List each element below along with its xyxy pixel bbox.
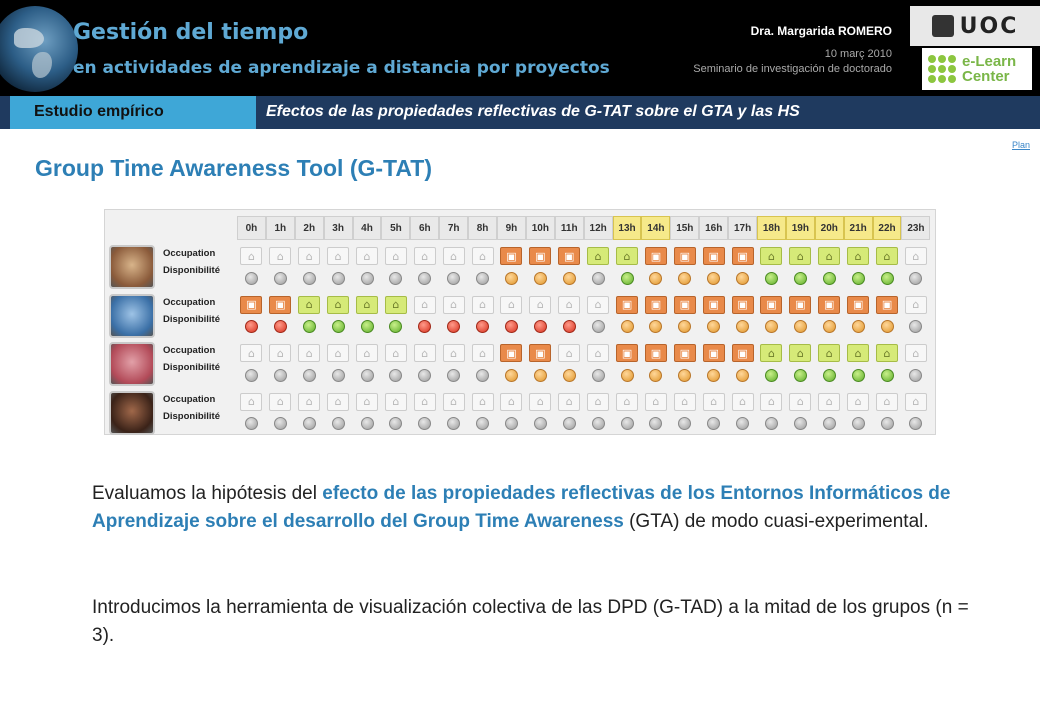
availability-orange-dot-icon[interactable] bbox=[534, 272, 547, 285]
availability-green-dot-icon[interactable] bbox=[765, 272, 778, 285]
empty-slot-icon[interactable]: ⌂ bbox=[876, 393, 898, 411]
empty-slot-icon[interactable]: ⌂ bbox=[443, 393, 465, 411]
availability-cells bbox=[237, 316, 930, 338]
study-cap-icon[interactable]: ⌂ bbox=[356, 296, 378, 314]
availability-label: Disponibilité bbox=[163, 265, 220, 276]
availability-gray-dot-icon[interactable] bbox=[332, 272, 345, 285]
empty-slot-icon[interactable]: ⌂ bbox=[240, 344, 262, 362]
busy-briefcase-icon[interactable]: ▣ bbox=[760, 296, 782, 314]
globe-logo-icon bbox=[0, 6, 78, 92]
busy-briefcase-icon[interactable]: ▣ bbox=[732, 344, 754, 362]
availability-gray-dot-icon[interactable] bbox=[476, 272, 489, 285]
empty-slot-icon[interactable]: ⌂ bbox=[240, 247, 262, 265]
occupation-label: Occupation bbox=[163, 248, 216, 259]
emphasis-text: efecto de las propiedades reflectivas de los Entornos Informáticos de Aprendizaje sobre el desarrollo del Group Time Awareness bbox=[92, 483, 951, 532]
occupation-cells bbox=[237, 342, 930, 364]
hour-label: 19h bbox=[786, 216, 815, 240]
avatar bbox=[109, 294, 155, 338]
study-cap-icon[interactable]: ⌂ bbox=[760, 344, 782, 362]
hour-label: 13h bbox=[613, 216, 642, 240]
uoc-mark-icon bbox=[932, 15, 954, 37]
availability-gray-dot-icon[interactable] bbox=[303, 417, 316, 430]
busy-briefcase-icon[interactable]: ▣ bbox=[558, 247, 580, 265]
empty-slot-icon[interactable]: ⌂ bbox=[414, 247, 436, 265]
availability-gray-dot-icon[interactable] bbox=[736, 417, 749, 430]
empty-slot-icon[interactable]: ⌂ bbox=[587, 344, 609, 362]
availability-gray-dot-icon[interactable] bbox=[794, 417, 807, 430]
availability-gray-dot-icon[interactable] bbox=[274, 417, 287, 430]
availability-label: Disponibilité bbox=[163, 410, 220, 422]
availability-orange-dot-icon[interactable] bbox=[649, 272, 662, 285]
busy-briefcase-icon[interactable]: ▣ bbox=[703, 344, 725, 362]
availability-gray-dot-icon[interactable] bbox=[303, 272, 316, 285]
hour-label: 7h bbox=[439, 216, 468, 240]
availability-gray-dot-icon[interactable] bbox=[678, 417, 691, 430]
section-label: Estudio empírico bbox=[10, 96, 256, 129]
hour-label: 4h bbox=[353, 216, 382, 240]
availability-red-dot-icon[interactable] bbox=[245, 320, 258, 333]
availability-gray-dot-icon[interactable] bbox=[592, 369, 605, 382]
empty-slot-icon[interactable]: ⌂ bbox=[443, 296, 465, 314]
availability-gray-dot-icon[interactable] bbox=[361, 417, 374, 430]
availability-cells bbox=[237, 413, 930, 435]
availability-gray-dot-icon[interactable] bbox=[245, 417, 258, 430]
availability-gray-dot-icon[interactable] bbox=[707, 417, 720, 430]
hour-label: 5h bbox=[381, 216, 410, 240]
availability-gray-dot-icon[interactable] bbox=[881, 417, 894, 430]
empty-slot-icon[interactable]: ⌂ bbox=[269, 344, 291, 362]
empty-slot-icon[interactable]: ⌂ bbox=[732, 393, 754, 411]
empty-slot-icon[interactable]: ⌂ bbox=[414, 344, 436, 362]
empty-slot-icon[interactable]: ⌂ bbox=[818, 393, 840, 411]
empty-slot-icon[interactable]: ⌂ bbox=[703, 393, 725, 411]
empty-slot-icon[interactable]: ⌂ bbox=[558, 344, 580, 362]
availability-orange-dot-icon[interactable] bbox=[678, 320, 691, 333]
user-row bbox=[107, 292, 933, 340]
study-cap-icon[interactable]: ⌂ bbox=[818, 344, 840, 362]
availability-gray-dot-icon[interactable] bbox=[332, 369, 345, 382]
availability-green-dot-icon[interactable] bbox=[881, 272, 894, 285]
availability-gray-dot-icon[interactable] bbox=[274, 369, 287, 382]
busy-briefcase-icon[interactable]: ▣ bbox=[674, 344, 696, 362]
presentation-title: Gestión del tiempo bbox=[73, 20, 309, 45]
hour-label: 23h bbox=[901, 216, 930, 240]
availability-gray-dot-icon[interactable] bbox=[476, 417, 489, 430]
availability-gray-dot-icon[interactable] bbox=[765, 417, 778, 430]
empty-slot-icon[interactable]: ⌂ bbox=[385, 393, 407, 411]
availability-green-dot-icon[interactable] bbox=[823, 369, 836, 382]
occupation-label: Occupation bbox=[163, 296, 216, 308]
uoc-logo: UOC bbox=[910, 6, 1040, 46]
availability-gray-dot-icon[interactable] bbox=[303, 369, 316, 382]
empty-slot-icon[interactable]: ⌂ bbox=[327, 247, 349, 265]
availability-gray-dot-icon[interactable] bbox=[852, 417, 865, 430]
elearn-dots-icon bbox=[928, 55, 956, 83]
occupation-label: Occupation bbox=[163, 345, 216, 356]
study-cap-icon[interactable]: ⌂ bbox=[847, 247, 869, 265]
availability-gray-dot-icon[interactable] bbox=[361, 369, 374, 382]
hour-label: 6h bbox=[410, 216, 439, 240]
availability-gray-dot-icon[interactable] bbox=[909, 320, 922, 333]
empty-slot-icon[interactable]: ⌂ bbox=[298, 393, 320, 411]
empty-slot-icon[interactable]: ⌂ bbox=[905, 296, 927, 314]
avatar bbox=[109, 342, 155, 386]
hour-label: 9h bbox=[497, 216, 526, 240]
availability-green-dot-icon[interactable] bbox=[303, 320, 316, 333]
availability-gray-dot-icon[interactable] bbox=[245, 369, 258, 382]
empty-slot-icon[interactable]: ⌂ bbox=[558, 393, 580, 411]
availability-green-dot-icon[interactable] bbox=[794, 369, 807, 382]
empty-slot-icon[interactable]: ⌂ bbox=[414, 296, 436, 314]
availability-red-dot-icon[interactable] bbox=[418, 320, 431, 333]
hour-label: 17h bbox=[728, 216, 757, 240]
empty-slot-icon[interactable]: ⌂ bbox=[414, 393, 436, 411]
availability-orange-dot-icon[interactable] bbox=[736, 320, 749, 333]
availability-green-dot-icon[interactable] bbox=[794, 272, 807, 285]
empty-slot-icon[interactable]: ⌂ bbox=[905, 344, 927, 362]
availability-orange-dot-icon[interactable] bbox=[678, 272, 691, 285]
gtat-grid-screenshot bbox=[104, 209, 936, 435]
hour-label: 10h bbox=[526, 216, 555, 240]
busy-briefcase-icon[interactable]: ▣ bbox=[645, 296, 667, 314]
occupation-cells bbox=[237, 391, 930, 413]
empty-slot-icon[interactable]: ⌂ bbox=[269, 247, 291, 265]
availability-orange-dot-icon[interactable] bbox=[823, 320, 836, 333]
availability-orange-dot-icon[interactable] bbox=[794, 320, 807, 333]
empty-slot-icon[interactable]: ⌂ bbox=[385, 247, 407, 265]
availability-gray-dot-icon[interactable] bbox=[447, 272, 460, 285]
presentation-date: 10 març 2010 bbox=[824, 48, 892, 60]
author-name: Dra. Margarida ROMERO bbox=[750, 24, 892, 38]
hour-label: 15h bbox=[670, 216, 699, 240]
hour-label: 8h bbox=[468, 216, 497, 240]
occupation-label: Occupation bbox=[163, 393, 216, 405]
availability-gray-dot-icon[interactable] bbox=[332, 417, 345, 430]
header bbox=[0, 0, 1040, 96]
empty-slot-icon[interactable]: ⌂ bbox=[905, 247, 927, 265]
hour-label: 16h bbox=[699, 216, 728, 240]
empty-slot-icon[interactable]: ⌂ bbox=[558, 296, 580, 314]
study-cap-icon[interactable]: ⌂ bbox=[876, 344, 898, 362]
empty-slot-icon[interactable]: ⌂ bbox=[587, 296, 609, 314]
paragraph-hypothesis: Evaluamos la hipótesis del efecto de las propiedades reflectivas de los Entornos Informáticos de Aprendizaje sobre el desarrollo del Group Time Awareness (GTA) de modo cuasi-experimental. bbox=[92, 483, 951, 532]
availability-green-dot-icon[interactable] bbox=[823, 272, 836, 285]
availability-red-dot-icon[interactable] bbox=[274, 320, 287, 333]
busy-briefcase-icon[interactable]: ▣ bbox=[789, 296, 811, 314]
busy-briefcase-icon[interactable]: ▣ bbox=[269, 296, 291, 314]
empty-slot-icon[interactable]: ⌂ bbox=[240, 393, 262, 411]
availability-gray-dot-icon[interactable] bbox=[447, 369, 460, 382]
availability-orange-dot-icon[interactable] bbox=[649, 369, 662, 382]
busy-briefcase-icon[interactable]: ▣ bbox=[703, 296, 725, 314]
availability-orange-dot-icon[interactable] bbox=[707, 320, 720, 333]
availability-gray-dot-icon[interactable] bbox=[592, 320, 605, 333]
hour-label: 1h bbox=[266, 216, 295, 240]
busy-briefcase-icon[interactable]: ▣ bbox=[732, 247, 754, 265]
availability-gray-dot-icon[interactable] bbox=[447, 417, 460, 430]
busy-briefcase-icon[interactable]: ▣ bbox=[500, 247, 522, 265]
empty-slot-icon[interactable]: ⌂ bbox=[385, 344, 407, 362]
availability-label: Disponibilité bbox=[163, 362, 220, 373]
empty-slot-icon[interactable]: ⌂ bbox=[327, 344, 349, 362]
empty-slot-icon[interactable]: ⌂ bbox=[674, 393, 696, 411]
availability-gray-dot-icon[interactable] bbox=[592, 417, 605, 430]
study-cap-icon[interactable]: ⌂ bbox=[760, 247, 782, 265]
empty-slot-icon[interactable]: ⌂ bbox=[443, 344, 465, 362]
empty-slot-icon[interactable]: ⌂ bbox=[472, 296, 494, 314]
availability-cells bbox=[237, 364, 930, 386]
availability-orange-dot-icon[interactable] bbox=[765, 320, 778, 333]
empty-slot-icon[interactable]: ⌂ bbox=[789, 393, 811, 411]
paragraph-tool-intro: Introducimos la herramienta de visualización colectiva de las DPD (G-TAD) a la mitad de los grupos (n = 3). bbox=[92, 597, 969, 646]
hour-label: 0h bbox=[237, 216, 266, 240]
availability-label: Disponibilité bbox=[163, 313, 220, 325]
study-cap-icon[interactable]: ⌂ bbox=[616, 247, 638, 265]
availability-green-dot-icon[interactable] bbox=[852, 369, 865, 382]
busy-briefcase-icon[interactable]: ▣ bbox=[616, 296, 638, 314]
study-cap-icon[interactable]: ⌂ bbox=[789, 344, 811, 362]
availability-orange-dot-icon[interactable] bbox=[707, 272, 720, 285]
empty-slot-icon[interactable]: ⌂ bbox=[500, 393, 522, 411]
availability-gray-dot-icon[interactable] bbox=[592, 272, 605, 285]
empty-slot-icon[interactable]: ⌂ bbox=[472, 247, 494, 265]
availability-orange-dot-icon[interactable] bbox=[621, 369, 634, 382]
avatar bbox=[109, 391, 155, 435]
availability-gray-dot-icon[interactable] bbox=[389, 369, 402, 382]
availability-orange-dot-icon[interactable] bbox=[736, 369, 749, 382]
empty-slot-icon[interactable]: ⌂ bbox=[645, 393, 667, 411]
elearn-center-logo: e-Learn Center bbox=[922, 48, 1032, 90]
hour-label: 20h bbox=[815, 216, 844, 240]
busy-briefcase-icon[interactable]: ▣ bbox=[847, 296, 869, 314]
availability-orange-dot-icon[interactable] bbox=[736, 272, 749, 285]
empty-slot-icon[interactable]: ⌂ bbox=[298, 344, 320, 362]
study-cap-icon[interactable]: ⌂ bbox=[327, 296, 349, 314]
availability-orange-dot-icon[interactable] bbox=[505, 369, 518, 382]
availability-orange-dot-icon[interactable] bbox=[852, 320, 865, 333]
busy-briefcase-icon[interactable]: ▣ bbox=[529, 247, 551, 265]
availability-gray-dot-icon[interactable] bbox=[418, 369, 431, 382]
user-row bbox=[107, 340, 933, 388]
empty-slot-icon[interactable]: ⌂ bbox=[905, 393, 927, 411]
hour-label: 3h bbox=[324, 216, 353, 240]
availability-orange-dot-icon[interactable] bbox=[707, 369, 720, 382]
study-cap-icon[interactable]: ⌂ bbox=[789, 247, 811, 265]
availability-red-dot-icon[interactable] bbox=[534, 320, 547, 333]
plan-link[interactable]: Plan bbox=[1011, 140, 1030, 150]
study-cap-icon[interactable]: ⌂ bbox=[876, 247, 898, 265]
empty-slot-icon[interactable]: ⌂ bbox=[443, 247, 465, 265]
busy-briefcase-icon[interactable]: ▣ bbox=[529, 344, 551, 362]
availability-red-dot-icon[interactable] bbox=[563, 320, 576, 333]
busy-briefcase-icon[interactable]: ▣ bbox=[876, 296, 898, 314]
page-title: Group Time Awareness Tool (G-TAT) bbox=[35, 155, 432, 181]
busy-briefcase-icon[interactable]: ▣ bbox=[818, 296, 840, 314]
empty-slot-icon[interactable]: ⌂ bbox=[500, 296, 522, 314]
availability-green-dot-icon[interactable] bbox=[332, 320, 345, 333]
availability-gray-dot-icon[interactable] bbox=[389, 417, 402, 430]
availability-gray-dot-icon[interactable] bbox=[649, 417, 662, 430]
availability-orange-dot-icon[interactable] bbox=[563, 272, 576, 285]
availability-cells bbox=[237, 267, 930, 289]
busy-briefcase-icon[interactable]: ▣ bbox=[645, 247, 667, 265]
user-row bbox=[107, 389, 933, 437]
availability-gray-dot-icon[interactable] bbox=[909, 272, 922, 285]
availability-orange-dot-icon[interactable] bbox=[505, 272, 518, 285]
availability-green-dot-icon[interactable] bbox=[361, 320, 374, 333]
availability-green-dot-icon[interactable] bbox=[621, 272, 634, 285]
availability-orange-dot-icon[interactable] bbox=[563, 369, 576, 382]
hour-label: 12h bbox=[584, 216, 613, 240]
busy-briefcase-icon[interactable]: ▣ bbox=[645, 344, 667, 362]
user-row bbox=[107, 243, 933, 291]
availability-gray-dot-icon[interactable] bbox=[909, 417, 922, 430]
availability-orange-dot-icon[interactable] bbox=[881, 320, 894, 333]
availability-gray-dot-icon[interactable] bbox=[274, 272, 287, 285]
empty-slot-icon[interactable]: ⌂ bbox=[298, 247, 320, 265]
availability-red-dot-icon[interactable] bbox=[505, 320, 518, 333]
availability-red-dot-icon[interactable] bbox=[447, 320, 460, 333]
busy-briefcase-icon[interactable]: ▣ bbox=[240, 296, 262, 314]
empty-slot-icon[interactable]: ⌂ bbox=[616, 393, 638, 411]
empty-slot-icon[interactable]: ⌂ bbox=[529, 393, 551, 411]
seminar-name: Seminario de investigación de doctorado bbox=[693, 63, 892, 75]
availability-orange-dot-icon[interactable] bbox=[534, 369, 547, 382]
empty-slot-icon[interactable]: ⌂ bbox=[472, 393, 494, 411]
availability-green-dot-icon[interactable] bbox=[389, 320, 402, 333]
hours-header bbox=[237, 216, 930, 242]
occupation-cells bbox=[237, 294, 930, 316]
availability-gray-dot-icon[interactable] bbox=[418, 417, 431, 430]
study-cap-icon[interactable]: ⌂ bbox=[385, 296, 407, 314]
availability-orange-dot-icon[interactable] bbox=[621, 320, 634, 333]
study-cap-icon[interactable]: ⌂ bbox=[298, 296, 320, 314]
empty-slot-icon[interactable]: ⌂ bbox=[760, 393, 782, 411]
presentation-subtitle: en actividades de aprendizaje a distancia por proyectos bbox=[73, 58, 610, 78]
empty-slot-icon[interactable]: ⌂ bbox=[356, 247, 378, 265]
availability-gray-dot-icon[interactable] bbox=[823, 417, 836, 430]
study-cap-icon[interactable]: ⌂ bbox=[587, 247, 609, 265]
availability-green-dot-icon[interactable] bbox=[852, 272, 865, 285]
availability-gray-dot-icon[interactable] bbox=[563, 417, 576, 430]
busy-briefcase-icon[interactable]: ▣ bbox=[616, 344, 638, 362]
availability-orange-dot-icon[interactable] bbox=[678, 369, 691, 382]
hour-label: 2h bbox=[295, 216, 324, 240]
busy-briefcase-icon[interactable]: ▣ bbox=[703, 247, 725, 265]
availability-gray-dot-icon[interactable] bbox=[621, 417, 634, 430]
availability-green-dot-icon[interactable] bbox=[881, 369, 894, 382]
availability-gray-dot-icon[interactable] bbox=[534, 417, 547, 430]
section-subtitle: Efectos de las propiedades reflectivas de G-TAT sobre el GTA y las HS bbox=[266, 103, 800, 120]
hour-label: 14h bbox=[641, 216, 670, 240]
occupation-cells bbox=[237, 245, 930, 267]
busy-briefcase-icon[interactable]: ▣ bbox=[674, 247, 696, 265]
empty-slot-icon[interactable]: ⌂ bbox=[587, 393, 609, 411]
availability-red-dot-icon[interactable] bbox=[476, 320, 489, 333]
hour-label: 22h bbox=[873, 216, 902, 240]
empty-slot-icon[interactable]: ⌂ bbox=[269, 393, 291, 411]
hour-label: 18h bbox=[757, 216, 786, 240]
empty-slot-icon[interactable]: ⌂ bbox=[847, 393, 869, 411]
availability-green-dot-icon[interactable] bbox=[765, 369, 778, 382]
empty-slot-icon[interactable]: ⌂ bbox=[472, 344, 494, 362]
availability-orange-dot-icon[interactable] bbox=[649, 320, 662, 333]
empty-slot-icon[interactable]: ⌂ bbox=[356, 344, 378, 362]
empty-slot-icon[interactable]: ⌂ bbox=[356, 393, 378, 411]
busy-briefcase-icon[interactable]: ▣ bbox=[732, 296, 754, 314]
busy-briefcase-icon[interactable]: ▣ bbox=[674, 296, 696, 314]
empty-slot-icon[interactable]: ⌂ bbox=[327, 393, 349, 411]
hour-label: 21h bbox=[844, 216, 873, 240]
hour-label: 11h bbox=[555, 216, 584, 240]
availability-gray-dot-icon[interactable] bbox=[476, 369, 489, 382]
study-cap-icon[interactable]: ⌂ bbox=[847, 344, 869, 362]
study-cap-icon[interactable]: ⌂ bbox=[818, 247, 840, 265]
busy-briefcase-icon[interactable]: ▣ bbox=[500, 344, 522, 362]
availability-gray-dot-icon[interactable] bbox=[909, 369, 922, 382]
avatar bbox=[109, 245, 155, 289]
availability-gray-dot-icon[interactable] bbox=[245, 272, 258, 285]
availability-gray-dot-icon[interactable] bbox=[361, 272, 374, 285]
availability-gray-dot-icon[interactable] bbox=[505, 417, 518, 430]
empty-slot-icon[interactable]: ⌂ bbox=[529, 296, 551, 314]
availability-gray-dot-icon[interactable] bbox=[418, 272, 431, 285]
availability-gray-dot-icon[interactable] bbox=[389, 272, 402, 285]
